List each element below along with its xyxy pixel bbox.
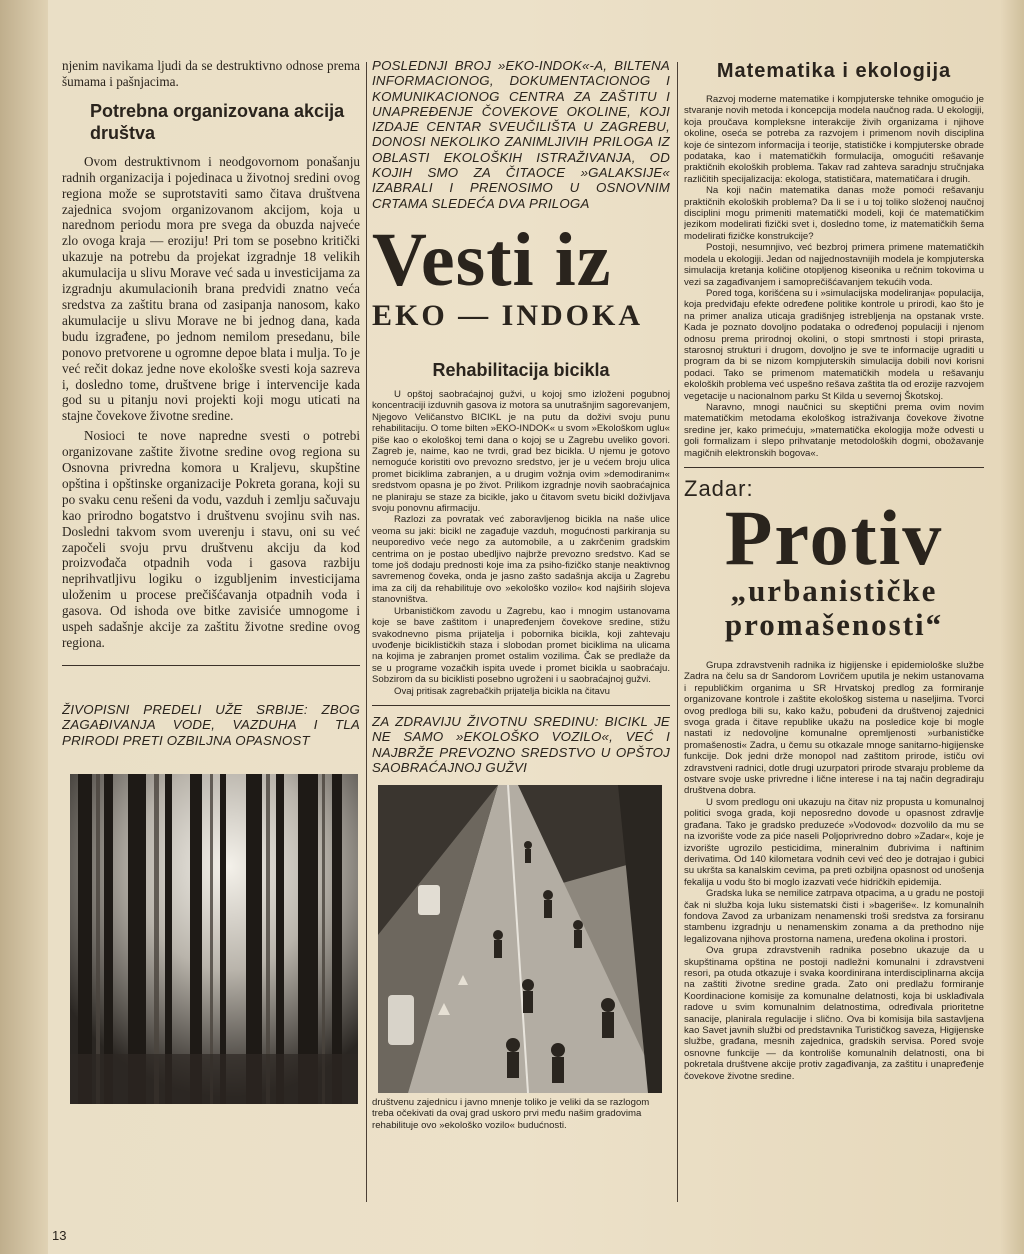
body-paragraph: Na koji način matematika danas može pomoći rešavanju praktičnih ekoloških problema? Da li se i u toj toliko složenoj naučnoj disciplini mogu primeniti matematički modeli, koji će matematičkim jezikom modelirati fizički svet i, dosledno tome, iz matematičkih šema modelirati fizičke konstrukcije? (684, 185, 984, 242)
body-paragraph: Ovom destruktivnom i neodgovornom ponašanju radnih organizacija i pojedinaca u životnoj sredini ovog regiona može se suprotstaviti samo čitava društvena zajednica svojom organizovanom akcijom, koja u narednom periodu mora pre svega da obuzda najveće zlo ovoga kraja — eroziju! Pri tom se posebno kritički ukazuje na potrebu da projekat izgradnje 18 velikih akumulacija u slivu Morave već sada u investicijama za izgradnju akumulacionih brana predvidi znatno veća sredstva za zaštitu brana od zasipanja nanosom, kako akumulacije u slivu Morave ne bi jednog dana, kada budu izgrađene, po jednom nemilom presedanu, bile ponovo pretvorene u ogromne depoe blata i mulja. To je već rečit dokaz jedne nove ekološke svesti koja sazreva i, dosledno tome, društvene brige i intervencije kada god su u pitanju novi projekti koji mogu uticati na stajne čovekove životne sredine. (62, 153, 360, 424)
body-paragraph: Ova grupa zdravstvenih radnika posebno ukazuje da u skupštinama opština ne postoji nadležni komunalni i zdravstveni resori, pa otuda otkazuje i svaka koordinirana interdisciplinarna akcija na zaštiti životne sredine grada. Zato oni predlažu formiranje Koordinacione komisije za komunalne delatnosti, koja bi usklađivala radove u svim komunalnim delatnostima, određivala prioritetne sanacije, planirala regulacije i slično. Ova bi komisija bila sastavljena kao Savet javnih službi od predstavnika Turističkog saveza, Higijenske službe, građana, mesnih zajednica, gradskih servisa. Pored svoje osnovne funkcije — da kontroliše komunalnih delatnosti, ona bi pokretala društvene akcije protiv zagađivanja, za zaštitu i unapređenje čovekove životne sredine. (684, 945, 984, 1082)
forest-photo (70, 774, 358, 1104)
main-headline: Protiv (724, 494, 944, 581)
body-paragraph: Pored toga, korišćena su i »simulacijska modeliranja« populacija, koja predviđaju efekte određene politike kontrole u prirodi, kao što je na primer analiza uticaja gradišnjeg istrebljenja na opstanak vrste. Kada je poznato dovoljno podataka o određenoj populaciji i njenom odnosu prema prirodnoj okolini, o stopi smrtnosti i stopi prirasta, starosnoj strukturi i drugom, dovoljno je sve te informacije ugraditi u program da bi se nizom kompjuterskih simulacija dobili novi korisni podaci. Tako se primenom matematičkih modela u rešavanju ekoloških problema već uspešno rešava zaštita tla od erozije razvojem vegetacije u nacionalnom parku St Kilda u severnoj Škotskoj. (684, 287, 984, 402)
photo-caption: ZA ZDRAVIJU ŽIVOTNU SREDINU: BICIKL JE NE SAMO »EKOLOŠKO VOZILO«, VEĆ I NAJBRŽE PREVOZNO SREDSTVO U OPŠTOJ SAOBRAĆAJNOJ GUŽVI (372, 713, 670, 775)
headline-line: „urbanističke (730, 573, 938, 608)
section-kicker: Zadar: (684, 476, 754, 501)
binding-edge (0, 0, 48, 1254)
body-paragraph: U opštoj saobraćajnoj gužvi, u kojoj smo izloženi pogubnoj koncentraciji izduvnih gasova iz motora sa unutrašnjim sagorevanjem, Njegovo Veličanstvo BICIKL je na putu da doživi svoju punu rehabilitaciju. O tome bilten »EKO-INDOK« u svom »Ekološkom uglu« piše kao o ekološkoj temi dana o kojoj se u Zagrebu uveliko govori. Zagreb je, naime, kao ne tvrdi, grad bez bicikla. U njemu je gotovo nemoguće koristiti ovo prevozno sredstvo, jer je u većem broju ulica promet biciklima zabranjen, a u drugim vožnja ovim »demodiranim« sredstvom opasna je po život. Prilikom izgradnje novih saobraćajnica ne planiraju se staze za bicikle, jako u čitavom svetu bicikl doživljava svoju ponovnu afirmaciju. (372, 388, 670, 515)
column-divider (366, 62, 367, 1202)
body-paragraph: Razvoj moderne matematike i kompjuterske tehnike omogućio je stvaranje novih metoda i koncepcija modela naučnog rada. U ekologiji, koja proučava kompleksne interakcije živih organizama i njihove okoline, oseća se potreba za razvojem i primenom novih disciplina koje će sintezom informacija i teorije, statističke i kompjuterske obrade podataka, kao i matematičkih formulacija, omogućiti rešavanje praktičnih ekoloških problema. Takav rad zahteva saradnju stručnjaka različitih specijalizacija: ekologa, statističara, matematičara i drugih. (684, 94, 984, 185)
intro-text: njenim navikama ljudi da se destruktivno odnose prema šumama i pašnjacima. (62, 58, 360, 89)
body-paragraph: Gradska luka se nemilice zatrpava otpacima, a u gradu ne postoji čak ni služba koja luku sistematski čisti i »bageriše«. Iz komunalnih fondova Zavod za urbanizam nenamenski troši sredstva za forsiranu stambenu izgradnju u nenamenskim zonama a da prethodno nije legalizovana njihova prostorna namena, uređena okolina i prostori. (684, 888, 984, 945)
divider (62, 665, 360, 666)
photo-caption-bottom: društvenu zajednicu i javno mnenje toliko je veliki da se razlogom treba očekivati da ovaj grad uskoro prvi među našim gradovima rehabilituje ovo »ekološko vozilo« budućnosti. (372, 1097, 650, 1131)
column-divider (677, 62, 678, 1202)
main-headline: Vesti iz (372, 217, 612, 302)
headline-line: promašenosti“ (724, 607, 944, 642)
body-paragraph: Nosioci te nove napredne svesti o potrebi organizovane zaštite životne sredine ovog regiona su Osnovna privredna komora u Kraljevu, skupštine opština i opštinske organizacije Pokreta gorana, koji su po svaku cenu rešeni da vodu, vazduh i zemlju sačuvaju kao prirodno bogatstvo i društvenu svojinu svih nas. Dosledni takvom svom uverenju i stavu, oni su već započeli svoju prvu društvenu akciju da kod proizvođača otpadnih voda i gasova razbiju neprihvatljivu logiku o izgubljenim investicijama uloženim u procese prečišćavanja otpadnih voda i gasova. Od ishoda ove bitke zavisiće umnogome i uspeh sadašnje akcije za zaštitu životne sredine ovog regiona. (62, 428, 360, 650)
body-paragraph: Urbanističkom zavodu u Zagrebu, kao i mnogim ustanovama koje se bave zaštitom i unapređenjem čovekove sredine, stižu svakodnevno pisma prijatelja i pobornika bicikla, koji zahtevaju uvođenje biciklističkih staza i slobodan promet biciklima na ulicama na kojima je zabranjen promet ostalim vozilima. Čak se predlaže da se u programe vozačkih ispita uvede i promet bicikla u saobraćaju. Sobzirom da su biciklisti posebno ugroženi i u saobraćajnoj gužvi. (372, 605, 670, 686)
intro-italic: POSLEDNJI BROJ »EKO-INDOK«-A, BILTENA INFORMACIONOG, DOKUMENTACIONOG I KOMUNIKACIONOG CENTRA ZA ZAŠTITU I UNAPREĐENJE ČOVEKOVE OKOLINE, KOJI IZDAJE CENTAR SVEUČILIŠTA U ZAGREBU, DONOSI NEKOLIKO ZANIMLJIVIH PRILOGA IZ OBLASTI EKOLOŠKIH ISTRAŽIVANJA, OD KOJIH SMO ZA ČITAOCE »GALAKSIJE« IZABRALI I PRENOSIMO U OSNOVNIM CRTAMA SLEDEĆA DVA PRILOGA (372, 58, 670, 211)
body-paragraph: Naravno, mnogi naučnici su skeptični prema ovim novim matematičkim metodama ekološkog istraživanja čovekove životne sredine jer, kako primećuju, »matematička ekologija može odvesti u goli formalizam i slepo prihvatanje metodoloških dogmi, obožavanje magičnih elektronskih bogova«. (684, 401, 984, 459)
page-number: 13 (52, 1228, 67, 1243)
section-subhead: Potrebna organizovana akcija društva (90, 100, 345, 143)
column-middle (372, 58, 670, 1131)
body-paragraph: Ovaj pritisak zagrebačkih prijatelja bicikla na čitavu (394, 685, 610, 697)
column-right (684, 58, 984, 1082)
body-paragraph: U svom predlogu oni ukazuju na čitav niz propusta u komunalnoj politici svoga grada, koji neposredno dovode u opasnost zdravlje građana. Tako je gradsko preduzeće »Vodovod« dozvolilo da mu se na izvorište vode za piće naseli Poljoprivredno dobro »Zadar«, koje je izvorište ugrozilo pesticidima, mineralnim đubrivima i naftinim derivatima. Od 140 kilometara vodnih cevi već deo je dotrajao i gubici su ukršta sa kanalskim cevima, pa preti ozbiljna opasnost od unošenja fekalija u vodu što bi moglo izazvati veće hidričkih epidemija. (684, 796, 984, 888)
article-title: Matematika i ekologija (716, 60, 952, 82)
bicycle-photo (378, 785, 662, 1093)
divider (372, 705, 670, 706)
article-title: Rehabilitacija bicikla (432, 359, 610, 380)
headline-subtitle: EKO — INDOKA (372, 298, 644, 332)
bicycle-street-image (378, 785, 662, 1093)
body-paragraph: Grupa zdravstvenih radnika iz higijenske i epidemiološke službe Zadra na čelu sa dr Sandorom Lovričem uputila je nekim ustanovama i republičkim organima u SR Hrvatskoj predlog za formiranje organizovane kontrole i zaštite ekološkog sistema u naseljima. Tvorci ovog predloga bili su, kako kažu, pobuđeni da društvenoj zajednici svoga grada i čitave republike ukažu na posledice koje bi mogle nastati iz nedovoljne komunalne opremljenosti »urbanističke promašenosti« Zadra, u čemu su otkazale mnoge sanitarno-higijenske funkcije. Dok jedni drže monopol nad zaštitom prirode, ističu ovi zdravstveni radnici, dotle drugi uzurpatori prirode stvaraju probleme da ostvare svoje uske privredne i lične interese i na taj način degradiraju društvena dobra. (684, 660, 984, 797)
divider (684, 467, 984, 468)
photo-caption: ŽIVOPISNI PREDELI UŽE SRBIJE: ZBOG ZAGAĐIVANJA VODE, VAZDUHA I TLA PRIRODI PRETI OZBILJNA OPASNOST (62, 701, 360, 748)
body-paragraph: Postoji, nesumnjivo, već bezbroj primera primene matematičkih modela u ekologiji. Jedan od najjednostavnijih modela je kompjuterska simulacija kretanja količine otopljenog kiseonika u rečnim tokovima u vezi sa zagađivanjem i samoprečišćavanjem tekućih voda. (684, 242, 984, 288)
forest-image (70, 774, 358, 1104)
body-paragraph: Razlozi za povratak već zaboravljenog bicikla na naše ulice veoma su jaki: bicikl ne zagađuje vazduh, mogućnosti parkiranja su neuporedivo veće nego za automobile, a u zakrčenim gradskim centrima on je postao ubedljivo najbrže prevozno sredstvo. Kad se tome još dodaju prednosti koje ima za psiho-fizičko stanje neaktivnog savremenog čoveka, onda je jasno zašto sadašnja akcija u Zagrebu ima za cilj da rehabilituje ovo »ekološko vozilo« kod najširih slojeva stanovništva. (372, 514, 670, 606)
column-left (62, 58, 360, 1104)
